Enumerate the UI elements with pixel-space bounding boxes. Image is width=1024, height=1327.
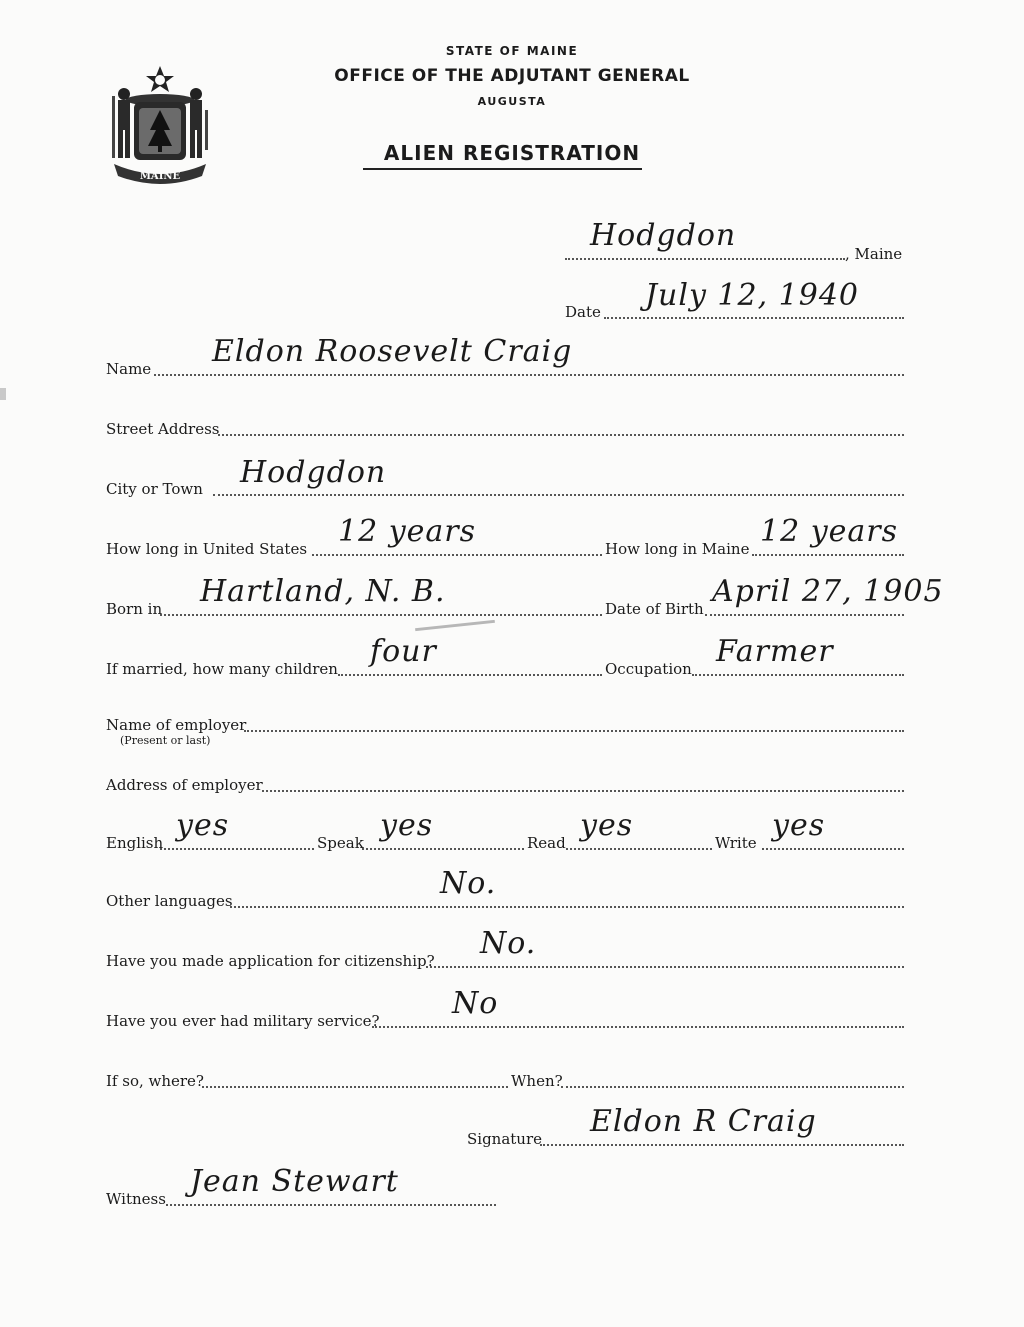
state-heading: STATE OF MAINE xyxy=(445,44,579,58)
place-line xyxy=(565,258,845,260)
when-line xyxy=(561,1086,904,1088)
english-line xyxy=(160,848,314,850)
read-value: yes xyxy=(580,808,634,843)
born-in-value: Hartland, N. B. xyxy=(200,574,446,609)
children-value: four xyxy=(370,634,437,669)
write-label: Write xyxy=(715,834,757,852)
signature-label: Signature xyxy=(467,1130,543,1148)
how-long-us-value: 12 years xyxy=(338,514,477,549)
occupation-label: Occupation xyxy=(605,660,692,678)
name-label: Name xyxy=(106,360,152,378)
citizenship-label: Have you made application for citizenship? xyxy=(106,952,435,970)
other-languages-line xyxy=(230,906,904,908)
witness-line xyxy=(166,1204,496,1206)
write-value: yes xyxy=(772,808,826,843)
seal-lettering: MAINE xyxy=(139,171,181,182)
employer-name-label: Name of employer xyxy=(106,716,247,734)
place-suffix: , Maine xyxy=(845,245,903,263)
date-value: July 12, 1940 xyxy=(645,278,860,313)
speak-label: Speak xyxy=(317,834,364,852)
read-label: Read xyxy=(527,834,566,852)
when-label: When? xyxy=(511,1072,563,1090)
witness-label: Witness xyxy=(106,1190,166,1208)
date-of-birth-line xyxy=(705,614,904,616)
children-line xyxy=(338,674,602,676)
how-long-us-line xyxy=(312,554,602,556)
military-line xyxy=(372,1026,904,1028)
name-value: Eldon Roosevelt Craig xyxy=(212,334,573,369)
military-label: Have you ever had military service? xyxy=(106,1012,380,1030)
citizenship-line xyxy=(426,966,904,968)
how-long-us-label: How long in United States xyxy=(106,540,308,558)
citizenship-value: No. xyxy=(480,926,537,961)
city-heading: AUGUSTA xyxy=(477,95,547,108)
office-heading: OFFICE OF THE ADJUTANT GENERAL xyxy=(334,66,690,86)
speak-line xyxy=(362,848,524,850)
employer-name-sublabel: (Present or last) xyxy=(120,734,211,747)
occupation-value: Farmer xyxy=(716,634,834,669)
children-label: If married, how many children xyxy=(106,660,338,678)
how-long-maine-label: How long in Maine xyxy=(605,540,750,558)
pencil-mark xyxy=(415,620,495,631)
born-in-line xyxy=(160,614,602,616)
form-title: ALIEN REGISTRATION xyxy=(383,141,641,165)
place-value: Hodgdon xyxy=(590,218,737,253)
where-label: If so, where? xyxy=(106,1072,204,1090)
occupation-line xyxy=(692,674,904,676)
military-value: No xyxy=(452,986,499,1021)
city-label: City or Town xyxy=(106,480,203,498)
born-in-label: Born in xyxy=(106,600,163,618)
read-line xyxy=(566,848,712,850)
other-languages-value: No. xyxy=(440,866,497,901)
name-line xyxy=(154,374,904,376)
english-label: English xyxy=(106,834,164,852)
other-languages-label: Other languages xyxy=(106,892,233,910)
street-address-label: Street Address xyxy=(106,420,220,438)
city-line xyxy=(213,494,904,496)
city-value: Hodgdon xyxy=(240,455,387,490)
signature-value: Eldon R Craig xyxy=(590,1104,817,1139)
how-long-maine-line xyxy=(752,554,904,556)
english-value: yes xyxy=(176,808,230,843)
signature-line xyxy=(540,1144,904,1146)
speak-value: yes xyxy=(380,808,434,843)
where-line xyxy=(202,1086,508,1088)
how-long-maine-value: 12 years xyxy=(760,514,899,549)
date-label: Date xyxy=(565,303,601,321)
employer-address-line xyxy=(262,790,904,792)
write-line xyxy=(762,848,904,850)
date-of-birth-value: April 27, 1905 xyxy=(712,574,944,609)
employer-address-label: Address of employer xyxy=(106,776,263,794)
witness-value: Jean Stewart xyxy=(190,1164,399,1199)
title-underline xyxy=(363,168,642,170)
scan-mark xyxy=(0,388,6,400)
employer-name-line xyxy=(244,730,904,732)
street-address-line xyxy=(218,434,904,436)
date-of-birth-label: Date of Birth xyxy=(605,600,704,618)
date-line xyxy=(604,317,904,319)
